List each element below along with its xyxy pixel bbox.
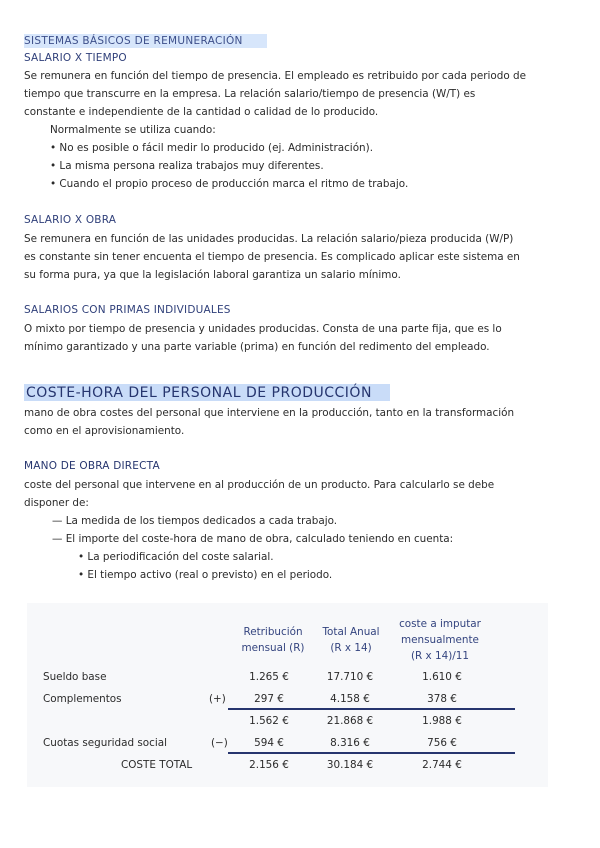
row-sign: (−) [211,737,228,749]
header-line: (R x 14)/11 [410,650,470,662]
header-retribucion [230,624,316,656]
cell-value: 17.710 € [326,671,374,683]
cell-value: 756 € [427,737,457,749]
cell-value: 1.265 € [249,671,289,683]
paragraph-salario-obra [24,230,520,285]
section-title-coste: COSTE-HORA DEL PERSONAL DE PRODUCCIÓN [24,384,390,401]
bullet-item: • La misma persona realiza trabajos muy diferentes. [50,160,324,172]
text-line: es constante sin tener encuenta el tiempo de presencia. Es complicado aplicar este sistema en [24,251,520,264]
header-line: Total Anual [322,626,380,638]
cell-value: 2.156 € [249,759,289,771]
sub-bullet-item: • La periodificación del coste salarial. [78,551,274,563]
header-total-anual [308,624,394,656]
cell-value: 1.610 € [422,671,462,683]
cell-value: 2.744 € [422,759,462,771]
cell-value: 8.316 € [330,737,370,749]
text-line: O mixto por tiempo de presencia y unidades producidas. Consta de una parte fija, que es lo [24,323,502,335]
text-line: coste del personal que intervene en al producción de un producto. Para calcularlo se debe [24,479,495,491]
header-line: (R x 14) [330,642,372,654]
text-line: constante e independiente de la cantidad o calidad de lo producido. [24,106,379,119]
paragraph-salario-tiempo [24,67,526,122]
dash-item: — El importe del coste-hora de mano de obra, calculado teniendo en cuenta: [52,533,454,545]
paragraph-mano-obra-directa [24,476,494,512]
header-line: mensualmente [401,634,479,646]
row-label-total: COSTE TOTAL [121,759,193,771]
heading-mano-obra-directa: MANO DE OBRA DIRECTA [24,460,160,472]
bullet-item: • No es posible o fácil medir lo producido (ej. Administración). [50,142,373,154]
cell-value: 1.562 € [249,715,289,727]
row-label: Cuotas seguridad social [43,737,167,749]
text-line: mínimo garantizado y una parte variable (prima) en función del redimento del empleado. [24,341,490,354]
text-line: Se remunera en función del tiempo de presencia. El empleado es retribuido por cada periodo de [24,70,526,82]
intro-text: Normalmente se utiliza cuando: [50,124,216,136]
heading-salario-tiempo: SALARIO X TIEMPO [24,52,127,64]
paragraph-primas [24,320,502,356]
text-line: disponer de: [24,497,89,510]
row-sign: (+) [209,693,226,705]
cell-value: 21.868 € [326,715,374,727]
text-line: mano de obra costes del personal que interviene en la producción, tanto en la transformación [24,407,515,419]
cell-value: 4.158 € [330,693,370,705]
text-line: tiempo que transcurre en la empresa. La relación salario/tiempo de presencia (W/T) es [24,88,476,101]
cell-value: 378 € [427,693,457,705]
heading-primas: SALARIOS CON PRIMAS INDIVIDUALES [24,304,231,316]
header-coste-imputar [390,616,490,664]
sub-bullet-item: • El tiempo activo (real o previsto) en el periodo. [78,569,333,581]
header-line: coste a imputar [399,618,481,630]
cost-table [27,603,548,787]
table-rule [228,708,515,710]
text-line: Se remunera en función de las unidades producidas. La relación salario/pieza producida (W/P) [24,233,514,245]
dash-item: — La medida de los tiempos dedicados a cada trabajo. [52,515,338,527]
table-rule [228,752,515,754]
row-label: Sueldo base [43,671,107,683]
cell-value: 30.184 € [326,759,374,771]
text-line: como en el aprovisionamiento. [24,425,185,438]
section-title-basic: SISTEMAS BÁSICOS DE REMUNERACIÓN [24,34,267,48]
cell-value: 1.988 € [422,715,462,727]
text-line: su forma pura, ya que la legislación laboral garantiza un salario mínimo. [24,269,401,282]
cell-value: 594 € [254,737,284,749]
cell-value: 297 € [254,693,284,705]
heading-salario-obra: SALARIO X OBRA [24,214,117,226]
row-label: Complementos [43,693,122,705]
paragraph-coste [24,404,514,440]
header-line: Retribución [243,626,303,638]
header-line: mensual (R) [241,642,305,654]
bullet-item: • Cuando el propio proceso de producción marca el ritmo de trabajo. [50,178,409,190]
